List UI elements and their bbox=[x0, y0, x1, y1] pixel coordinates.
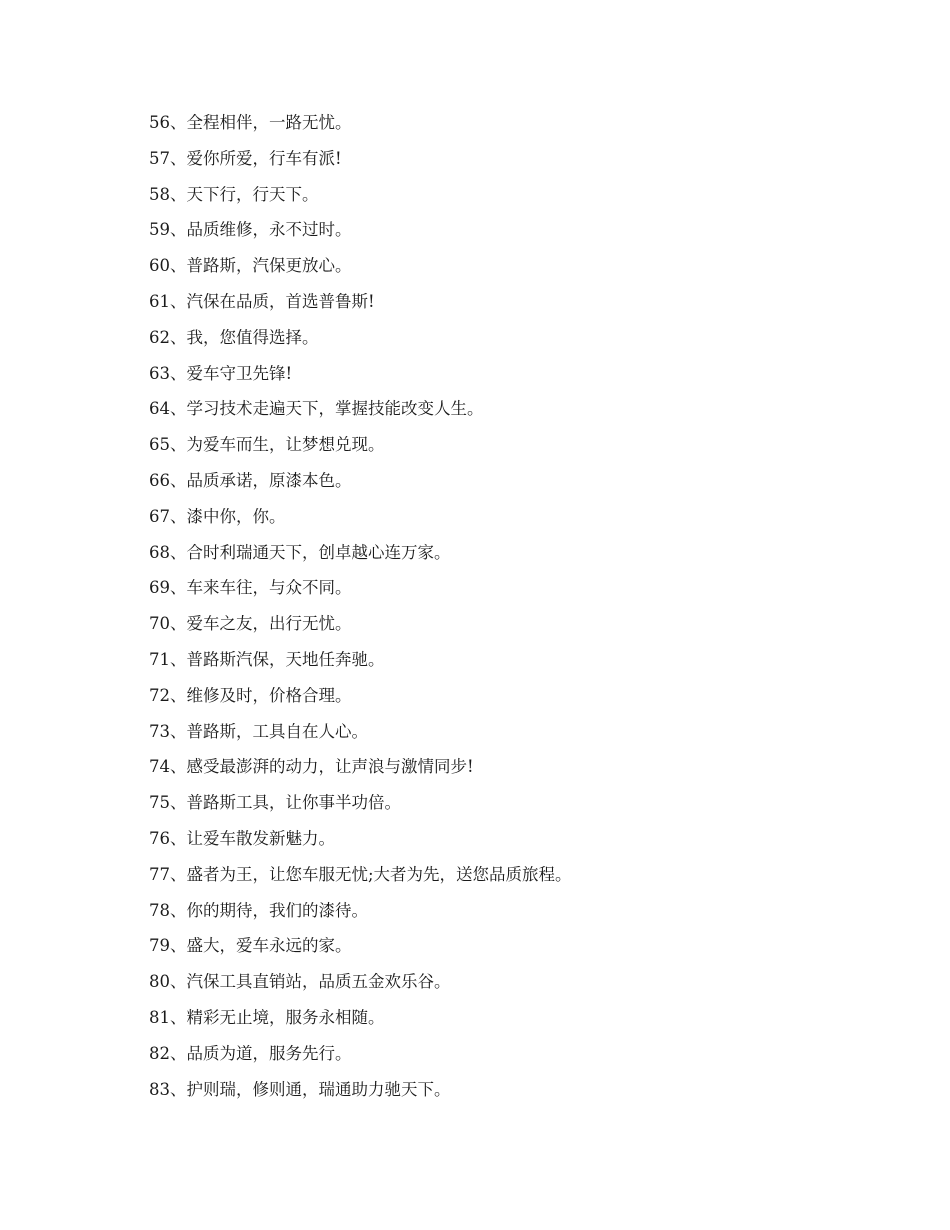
list-item: 66、品质承诺，原漆本色。 bbox=[149, 470, 352, 490]
list-item: 81、精彩无止境，服务永相随。 bbox=[149, 1007, 385, 1027]
list-item: 68、合时利瑞通天下，创卓越心连万家。 bbox=[149, 542, 451, 562]
list-item: 74、感受最澎湃的动力，让声浪与激情同步! bbox=[149, 757, 474, 777]
list-item: 70、爱车之友，出行无忧。 bbox=[149, 614, 352, 634]
list-item: 77、盛者为王，让您车服无忧;大者为先，送您品质旅程。 bbox=[149, 864, 572, 884]
list-item: 79、盛大，爱车永远的家。 bbox=[149, 936, 352, 956]
list-item: 57、爱你所爱，行车有派! bbox=[149, 148, 342, 168]
list-item: 64、学习技术走遍天下，掌握技能改变人生。 bbox=[149, 399, 484, 419]
list-item: 61、汽保在品质，首选普鲁斯! bbox=[149, 291, 375, 311]
list-item: 78、你的期待，我们的漆待。 bbox=[149, 900, 368, 920]
list-item: 72、维修及时，价格合理。 bbox=[149, 685, 352, 705]
list-item: 75、普路斯工具，让你事半功倍。 bbox=[149, 793, 401, 813]
slogan-list bbox=[149, 110, 572, 1112]
list-item: 80、汽保工具直销站，品质五金欢乐谷。 bbox=[149, 972, 451, 992]
list-item: 62、我，您值得选择。 bbox=[149, 327, 319, 347]
list-item: 63、爱车守卫先锋! bbox=[149, 363, 293, 383]
list-item: 71、普路斯汽保，天地任奔驰。 bbox=[149, 649, 385, 669]
list-item: 67、漆中你，你。 bbox=[149, 506, 286, 526]
list-item: 56、全程相伴，一路无忧。 bbox=[149, 113, 352, 132]
list-item: 69、车来车往，与众不同。 bbox=[149, 578, 352, 598]
list-item: 58、天下行，行天下。 bbox=[149, 184, 319, 204]
list-item: 83、护则瑞，修则通，瑞通助力驰天下。 bbox=[149, 1079, 451, 1099]
list-item: 76、让爱车散发新魅力。 bbox=[149, 828, 335, 848]
list-item: 65、为爱车而生，让梦想兑现。 bbox=[149, 435, 385, 455]
list-item: 82、品质为道，服务先行。 bbox=[149, 1043, 352, 1063]
list-item: 60、普路斯，汽保更放心。 bbox=[149, 256, 352, 276]
list-item: 73、普路斯，工具自在人心。 bbox=[149, 721, 368, 741]
list-item: 59、品质维修，永不过时。 bbox=[149, 220, 352, 240]
